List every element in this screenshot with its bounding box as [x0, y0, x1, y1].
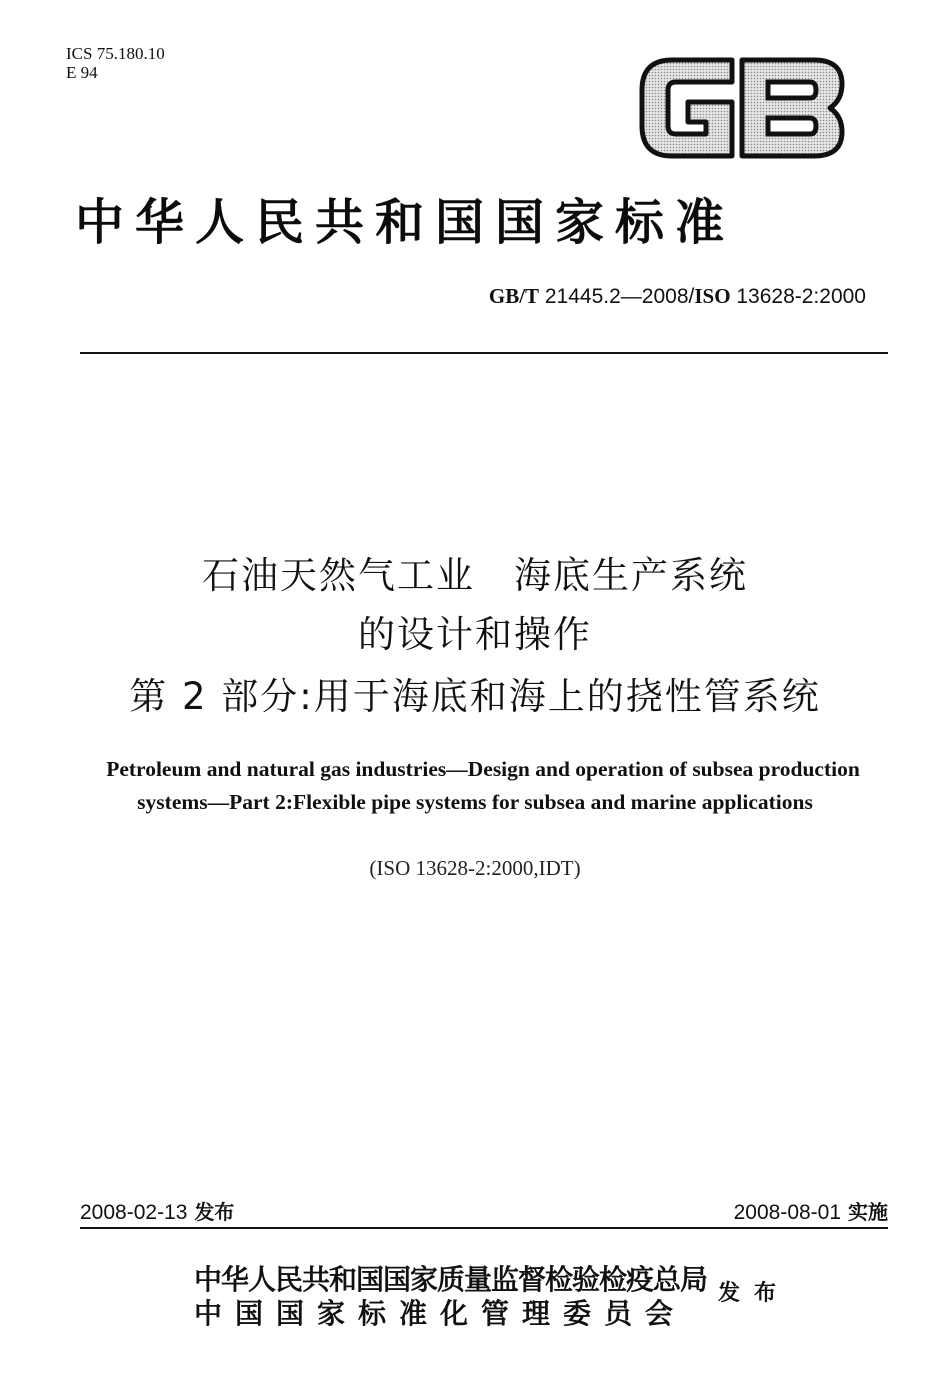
implementation-date-value: 2008-08-01 — [733, 1201, 842, 1224]
implementation-date-label: 实施 — [841, 1200, 888, 1224]
issue-date — [80, 1196, 234, 1225]
gb-logo — [636, 56, 848, 160]
national-standard-heading: 中华人民共和国国家标准 — [75, 193, 736, 251]
implementation-date — [734, 1196, 888, 1225]
title-cn-line-3: 第 2 部分:用于海底和海上的挠性管系统 — [129, 675, 821, 718]
iso-prefix: ISO — [694, 284, 731, 308]
issuer-sac: 中国国家标准化管理委员会 — [194, 1297, 687, 1330]
title-cn-line-1: 石油天然气工业 海底生产系统 — [202, 554, 748, 597]
issue-date-value: 2008-02-13 — [80, 1201, 188, 1224]
gb-logo-icon — [636, 56, 848, 160]
title-en-line-1: Petroleum and natural gas industries—Design and operation of subsea production — [106, 757, 860, 781]
top-divider — [80, 352, 888, 354]
title-en-line-2: systems—Part 2:Flexible pipe systems for subsea and marine applications — [137, 790, 813, 814]
issue-date-label: 发布 — [187, 1200, 235, 1224]
classification-codes — [66, 44, 165, 82]
ccs-code: E 94 — [66, 63, 98, 82]
standard-code: 21445.2—2008/ — [539, 285, 695, 308]
publish-label: 发布 — [718, 1281, 791, 1306]
standard-prefix: GB/T — [488, 284, 540, 308]
title-cn-line-2: 的设计和操作 — [358, 613, 592, 656]
iso-code: 13628-2:2000 — [730, 285, 866, 308]
ics-code: ICS 75.180.10 — [66, 44, 165, 63]
iso-equivalence: (ISO 13628-2:2000,IDT) — [369, 856, 581, 880]
issuer-aqsiq: 中华人民共和国国家质量监督检验检疫总局 — [194, 1263, 708, 1296]
standard-number — [489, 284, 866, 309]
bottom-divider — [80, 1227, 888, 1229]
